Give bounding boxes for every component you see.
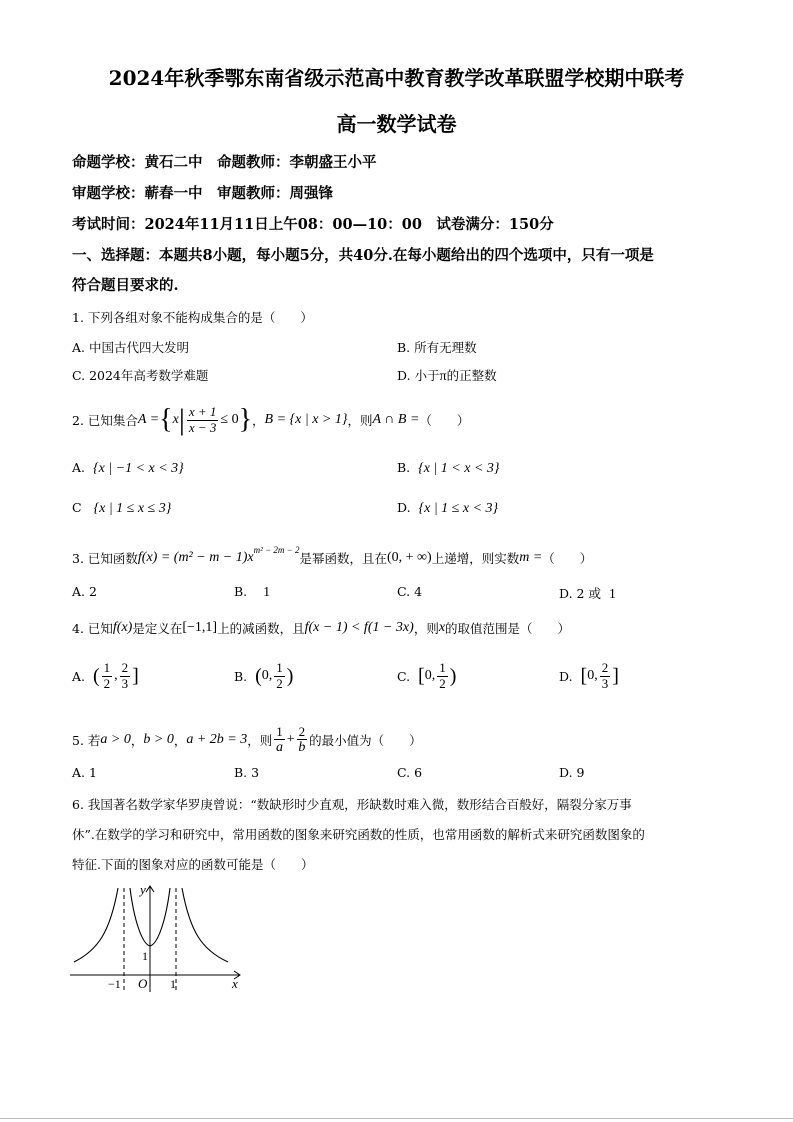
q3-option-a: A. 2 bbox=[72, 584, 97, 599]
q3-stem: 3. 已知函数 f(x) = (m² − m − 1)x $^{m^2 - 2m - 2}$ 是幂函数，且在 (0, + ∞) 上递增，则实数 m = （ ） bbox=[72, 545, 593, 566]
page-bottom-rule bbox=[0, 1118, 793, 1119]
q6-stem-line1: 6. 我国著名数学家华罗庚曾说：“数缺形时少直观，形缺数时难入微，数形结合百般好，隔裂分家万事 bbox=[72, 797, 632, 812]
q6-stem-line2: 休”.在数学的学习和研究中，常用函数的图象来研究函数的性质，也常用函数的解析式来研究函数图象的 bbox=[72, 827, 645, 842]
exam-subtitle: 高一数学试卷 bbox=[336, 112, 457, 136]
y-one-label: 1 bbox=[142, 949, 148, 963]
q6-function-graph bbox=[68, 880, 248, 1000]
q2-option-d: D. {x | 1 ≤ x < 3} bbox=[397, 500, 499, 516]
q3-option-d: D. 2 或 1 bbox=[559, 586, 616, 602]
q1-option-d: D. 小于π的正整数 bbox=[397, 368, 497, 384]
q4-option-b: B. ( 0, $\frac{1}{2}$ ) bbox=[234, 660, 294, 691]
q4-option-a: A. ( $\frac{1}{2}$ , $\frac{2}{3}$ ] bbox=[72, 660, 139, 691]
author-school-line: 命题学校：黄石二中 命题教师：李朝盛王小平 bbox=[72, 154, 377, 171]
q6-stem-line3: 特征.下面的图象对应的函数可能是（ ） bbox=[72, 857, 314, 872]
q1-option-b: B. 所有无理数 bbox=[397, 340, 477, 355]
section1-heading-cont: 符合题目要求的. bbox=[72, 277, 179, 294]
q5-option-a: A. 1 bbox=[72, 765, 97, 780]
q1-option-c: C. 2024年高考数学难题 bbox=[72, 368, 209, 383]
q1-option-a: A. 中国古代四大发明 bbox=[72, 340, 189, 355]
section1-heading: 一、选择题：本题共8小题，每小题5分，共40分.在每小题给出的四个选项中，只有一项是 bbox=[72, 247, 654, 264]
q2-option-c: C {x | 1 ≤ x ≤ 3} bbox=[72, 500, 172, 516]
q2-option-a: A. {x | −1 < x < 3} bbox=[72, 460, 184, 476]
q2-stem: 2. 已知集合 A = { x | $\frac{x + 1}{x - 3}$ ≤ 0 } ， B = {x | x > 1} ，则 A ∩ B = （ ） bbox=[72, 403, 470, 436]
exam-title: 2024年秋季鄂东南省级示范高中教育教学改革联盟学校期中联考 bbox=[108, 66, 685, 90]
q5-option-b: B. 3 bbox=[234, 765, 260, 780]
curve-right-branch bbox=[182, 888, 228, 962]
curve-left-branch bbox=[74, 888, 118, 962]
q5-stem: 5. 若 a > 0 ， b > 0 ， a + 2b = 3 ，则 $\frac{1}{a}$ + $\frac{2}{b}$ 的最小值为（ ） bbox=[72, 723, 422, 755]
one-x-label: 1 bbox=[170, 977, 176, 991]
q4-option-c: C. [ 0, $\frac{1}{2}$ ) bbox=[397, 660, 457, 691]
x-axis-label: x bbox=[232, 976, 238, 991]
q3-option-c: C. 4 bbox=[397, 584, 423, 599]
q2-option-b: B. {x | 1 < x < 3} bbox=[397, 460, 500, 476]
q4-option-d: D. [ 0, $\frac{2}{3}$ ] bbox=[559, 660, 619, 691]
q3-option-b: B. 1 bbox=[234, 584, 271, 600]
y-axis-label: y bbox=[140, 882, 146, 897]
origin-label: O bbox=[138, 976, 148, 991]
q5-option-d: D. 9 bbox=[559, 765, 585, 780]
q5-option-c: C. 6 bbox=[397, 765, 423, 780]
review-school-line: 审题学校：蕲春一中 审题教师：周强锋 bbox=[72, 185, 333, 202]
q4-stem: 4. 已知 f(x) 是定义在 [−1,1] 上的减函数，且 f(x − 1) < f(1 − 3x) ，则 x 的取值范围是（ ） bbox=[72, 620, 571, 636]
exam-time-line: 考试时间：2024年11月11日上午08：00—10：00 试卷满分：150分 bbox=[72, 216, 554, 233]
neg-one-label: −1 bbox=[108, 977, 121, 991]
q1-stem: 1. 下列各组对象不能构成集合的是（ ） bbox=[72, 310, 313, 325]
